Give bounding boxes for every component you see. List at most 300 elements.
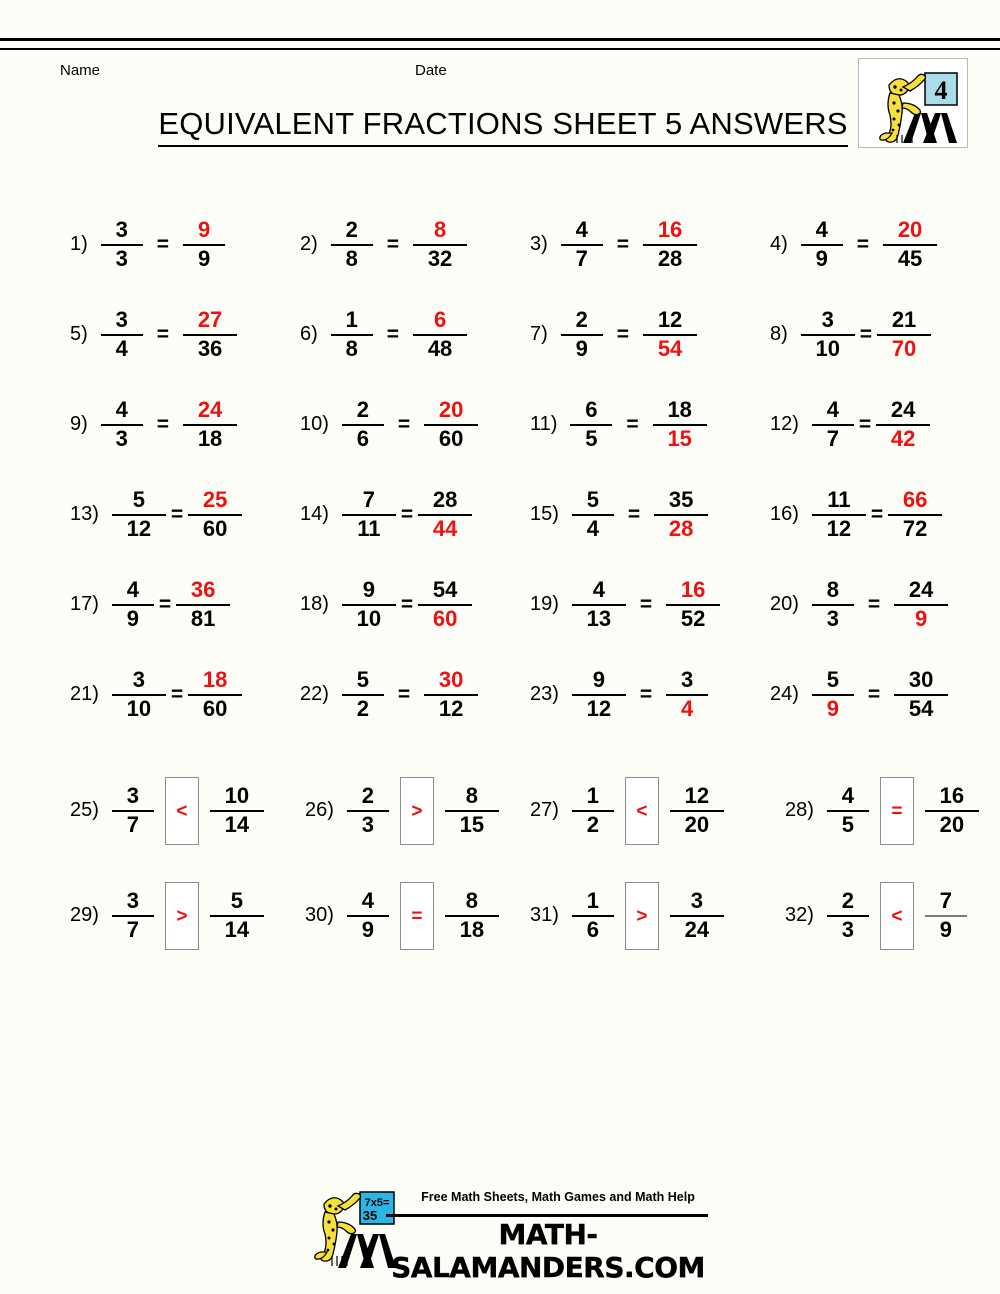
problem-11 <box>530 380 711 470</box>
equals-sign: = <box>156 233 170 256</box>
answer-numerator: 20 <box>897 217 923 243</box>
problem-19 <box>530 560 724 650</box>
fraction <box>108 488 170 541</box>
equals-sign: = <box>870 503 884 526</box>
problem-21 <box>70 650 246 740</box>
problem-13 <box>70 470 246 560</box>
equals-sign: = <box>639 593 653 616</box>
fraction <box>568 668 630 721</box>
denominator: 8 <box>345 336 358 361</box>
denominator: 10 <box>356 606 382 631</box>
fraction <box>650 488 712 541</box>
fraction <box>338 578 400 631</box>
answer-numerator: 8 <box>433 217 447 243</box>
problem-row-2 <box>0 290 1000 380</box>
numerator: 12 <box>684 783 710 809</box>
fraction <box>327 218 377 271</box>
problem-28 <box>785 766 983 856</box>
denominator: 72 <box>902 516 928 541</box>
comparison-answer-box[interactable] <box>165 882 199 950</box>
fraction <box>179 398 241 451</box>
fraction <box>108 578 158 631</box>
comparison-symbol: = <box>891 800 903 822</box>
fraction <box>557 308 607 361</box>
numerator: 5 <box>586 487 600 513</box>
problem-row-1 <box>0 200 1000 290</box>
fraction <box>666 889 728 942</box>
fraction <box>343 784 393 837</box>
denominator: 20 <box>684 812 710 837</box>
numerator: 2 <box>356 397 370 423</box>
equals-sign: = <box>170 683 184 706</box>
problem-23 <box>530 650 712 740</box>
comparison-symbol: < <box>891 905 903 927</box>
problem-row-7 <box>0 766 1000 871</box>
denominator: 3 <box>115 246 128 271</box>
problem-number: 12) <box>770 412 799 435</box>
problem-14 <box>300 470 476 560</box>
problem-22 <box>300 650 482 740</box>
answer-denominator: 15 <box>667 426 692 451</box>
numerator: 30 <box>908 667 934 693</box>
fraction <box>184 668 246 721</box>
numerator: 16 <box>939 783 965 809</box>
comparison-answer-box[interactable] <box>400 882 434 950</box>
problem-30 <box>305 871 503 961</box>
header-logo <box>858 58 968 148</box>
comparison-answer-box[interactable] <box>625 882 659 950</box>
answer-denominator: 28 <box>668 516 694 541</box>
numerator: 2 <box>575 307 588 333</box>
fraction <box>921 889 971 942</box>
denominator: 48 <box>427 336 453 361</box>
problem-2 <box>300 200 471 290</box>
problem-26 <box>305 766 503 856</box>
answer-numerator: 27 <box>197 307 223 333</box>
denominator: 15 <box>459 812 485 837</box>
problem-16 <box>770 470 946 560</box>
problem-row-8 <box>0 871 1000 976</box>
problem-number: 4) <box>770 232 788 255</box>
equals-sign: = <box>397 413 411 436</box>
comparison-answer-box[interactable] <box>625 777 659 845</box>
problem-number: 10) <box>300 412 329 435</box>
problem-number: 29) <box>70 903 99 926</box>
denominator: 6 <box>356 426 370 451</box>
fraction <box>206 784 268 837</box>
fraction <box>414 488 476 541</box>
fraction <box>97 308 147 361</box>
page-title-text: EQUIVALENT FRACTIONS SHEET 5 ANSWERS <box>158 106 847 147</box>
problem-number: 17) <box>70 592 99 615</box>
fraction <box>797 308 859 361</box>
fraction <box>97 218 147 271</box>
footer-divider <box>386 1214 708 1217</box>
denominator: 24 <box>684 917 710 942</box>
denominator: 7 <box>575 246 588 271</box>
problem-12 <box>770 380 934 470</box>
numerator: 35 <box>668 487 694 513</box>
equals-sign: = <box>397 683 411 706</box>
fraction <box>808 668 858 721</box>
fraction <box>568 889 618 942</box>
comparison-symbol: > <box>411 800 423 822</box>
problem-row-5 <box>0 560 1000 650</box>
equals-sign: = <box>858 413 872 436</box>
denominator: 3 <box>361 812 375 837</box>
fraction <box>872 398 934 451</box>
denominator: 10 <box>126 696 152 721</box>
denominator: 4 <box>115 336 128 361</box>
denominator: 60 <box>438 426 464 451</box>
problem-number: 23) <box>530 682 559 705</box>
problem-29 <box>70 871 268 961</box>
denominator: 9 <box>197 246 211 271</box>
fraction <box>823 889 873 942</box>
equals-sign: = <box>616 233 630 256</box>
denominator: 5 <box>841 812 855 837</box>
fraction <box>338 398 388 451</box>
numerator: 4 <box>575 217 588 243</box>
denominator: 12 <box>586 696 612 721</box>
answer-denominator: 70 <box>891 336 917 361</box>
footer-tagline: Free Math Sheets, Math Games and Math Help <box>421 1190 695 1204</box>
footer-logo-text-bottom: 35 <box>362 1208 378 1223</box>
fraction <box>441 784 503 837</box>
denominator: 7 <box>826 426 840 451</box>
equals-sign: = <box>856 233 870 256</box>
problem-18 <box>300 560 476 650</box>
equals-sign: = <box>386 323 400 346</box>
problem-number: 24) <box>770 682 799 705</box>
numerator: 3 <box>821 307 834 333</box>
problem-number: 11) <box>530 412 558 435</box>
numerator: 4 <box>115 397 128 423</box>
numerator: 3 <box>690 888 704 914</box>
numerator: 3 <box>115 217 128 243</box>
problem-24 <box>770 650 952 740</box>
answer-denominator: 4 <box>681 696 694 721</box>
denominator: 9 <box>815 246 828 271</box>
denominator: 9 <box>361 917 375 942</box>
denominator: 3 <box>841 917 855 942</box>
problem-number: 31) <box>530 903 559 926</box>
denominator: 18 <box>197 426 223 451</box>
problem-number: 27) <box>530 798 559 821</box>
answer-denominator: 9 <box>826 696 840 721</box>
fraction <box>649 398 711 451</box>
fraction <box>639 308 701 361</box>
comparison-answer-box[interactable] <box>880 777 914 845</box>
top-border-rule <box>0 38 1000 50</box>
answer-numerator: 6 <box>433 307 447 333</box>
equals-sign: = <box>639 683 653 706</box>
problem-row-3 <box>0 380 1000 470</box>
numerator: 3 <box>115 307 128 333</box>
answer-denominator: 60 <box>432 606 458 631</box>
fraction <box>566 398 616 451</box>
answer-numerator: 25 <box>202 487 228 513</box>
denominator: 12 <box>438 696 464 721</box>
problem-number: 28) <box>785 798 814 821</box>
fraction <box>409 218 471 271</box>
equals-sign: = <box>859 323 873 346</box>
fraction <box>206 889 268 942</box>
denominator: 3 <box>826 606 840 631</box>
numerator: 5 <box>356 667 370 693</box>
denominator: 45 <box>897 246 923 271</box>
problem-number: 25) <box>70 798 99 821</box>
numerator: 11 <box>827 487 851 513</box>
numerator: 10 <box>224 783 250 809</box>
answer-denominator: 9 <box>915 606 928 631</box>
problem-4 <box>770 200 941 290</box>
fraction <box>666 784 728 837</box>
problem-number: 21) <box>70 682 99 705</box>
problem-9 <box>70 380 241 470</box>
numerator: 24 <box>908 577 934 603</box>
answer-numerator: 16 <box>657 217 683 243</box>
answer-numerator: 20 <box>438 397 464 423</box>
problem-number: 18) <box>300 592 329 615</box>
name-label: Name <box>60 62 101 79</box>
numerator: 5 <box>132 487 146 513</box>
worksheet-footer <box>0 1180 1000 1284</box>
page-title <box>0 106 1000 147</box>
fraction <box>557 218 607 271</box>
problem-27 <box>530 766 728 856</box>
fraction <box>338 488 400 541</box>
problem-32 <box>785 871 971 961</box>
fraction <box>568 488 618 541</box>
footer-wordmark: MATH-SALAMANDERS.COM <box>391 1218 705 1284</box>
row-gap <box>0 740 1000 766</box>
numerator: 3 <box>126 783 140 809</box>
numerator: 24 <box>890 397 916 423</box>
answer-denominator: 44 <box>432 516 458 541</box>
fraction <box>662 668 712 721</box>
denominator: 28 <box>657 246 683 271</box>
fraction <box>797 218 847 271</box>
denominator: 18 <box>459 917 485 942</box>
denominator: 52 <box>680 606 706 631</box>
denominator: 8 <box>345 246 358 271</box>
numerator: 8 <box>826 577 840 603</box>
equals-sign: = <box>616 323 630 346</box>
equals-sign: = <box>400 593 414 616</box>
problem-number: 20) <box>770 592 799 615</box>
numerator: 4 <box>841 783 855 809</box>
numerator: 1 <box>586 783 600 809</box>
date-label: Date <box>415 62 447 79</box>
problem-number: 32) <box>785 903 814 926</box>
answer-numerator: 9 <box>197 217 211 243</box>
fraction <box>338 668 388 721</box>
problem-number: 6) <box>300 322 318 345</box>
numerator: 7 <box>362 487 376 513</box>
denominator: 10 <box>815 336 841 361</box>
numerator: 9 <box>592 667 606 693</box>
denominator: 2 <box>356 696 370 721</box>
comparison-answer-box[interactable] <box>880 882 914 950</box>
fraction <box>184 488 246 541</box>
equals-sign: = <box>400 503 414 526</box>
salamander-mascot-icon <box>859 59 967 147</box>
equals-sign: = <box>386 233 400 256</box>
denominator: 32 <box>427 246 453 271</box>
fraction <box>108 784 158 837</box>
problem-number: 2) <box>300 232 318 255</box>
fraction <box>97 398 147 451</box>
problem-number: 7) <box>530 322 548 345</box>
denominator: 60 <box>202 696 228 721</box>
fraction <box>890 578 952 631</box>
answer-numerator: 36 <box>190 577 216 603</box>
problem-number: 3) <box>530 232 548 255</box>
problem-number: 9) <box>70 412 88 435</box>
fraction <box>414 578 476 631</box>
numerator: 1 <box>345 307 358 333</box>
problem-8 <box>770 290 935 380</box>
numerator: 54 <box>432 577 458 603</box>
fraction <box>808 488 870 541</box>
fraction <box>808 578 858 631</box>
problem-number: 5) <box>70 322 88 345</box>
fraction <box>420 398 482 451</box>
answer-denominator: 54 <box>657 336 683 361</box>
numerator: 4 <box>826 397 840 423</box>
problem-number: 19) <box>530 592 559 615</box>
numerator: 4 <box>592 577 606 603</box>
numerator: 3 <box>681 667 694 693</box>
numerator: 2 <box>361 783 375 809</box>
denominator: 36 <box>197 336 223 361</box>
fraction <box>343 889 393 942</box>
problem-6 <box>300 290 471 380</box>
answer-numerator: 18 <box>202 667 228 693</box>
comparison-symbol: > <box>636 905 648 927</box>
problem-number: 26) <box>305 798 334 821</box>
problem-number: 8) <box>770 322 788 345</box>
problem-15 <box>530 470 712 560</box>
answer-numerator: 66 <box>902 487 928 513</box>
answer-denominator: 42 <box>890 426 916 451</box>
denominator: 4 <box>586 516 600 541</box>
numerator: 3 <box>132 667 146 693</box>
denominator: 14 <box>224 917 250 942</box>
equals-sign: = <box>170 503 184 526</box>
problem-10 <box>300 380 482 470</box>
problem-number: 16) <box>770 502 799 525</box>
numerator: 3 <box>126 888 140 914</box>
equals-sign: = <box>156 323 170 346</box>
denominator: 13 <box>586 606 612 631</box>
denominator: 11 <box>357 516 381 541</box>
numerator: 5 <box>826 667 840 693</box>
denominator: 7 <box>126 812 140 837</box>
denominator: 5 <box>585 426 598 451</box>
numerator: 4 <box>126 577 140 603</box>
denominator: 9 <box>939 917 953 942</box>
denominator: 20 <box>939 812 965 837</box>
problem-row-6 <box>0 650 1000 740</box>
problem-number: 30) <box>305 903 334 926</box>
comparison-answer-box[interactable] <box>165 777 199 845</box>
fraction <box>662 578 724 631</box>
denominator: 9 <box>126 606 140 631</box>
header-logo-number: 4 <box>934 76 948 105</box>
comparison-symbol: < <box>176 800 188 822</box>
equals-sign: = <box>867 683 881 706</box>
problem-20 <box>770 560 952 650</box>
problem-5 <box>70 290 241 380</box>
numerator: 12 <box>657 307 683 333</box>
fraction <box>873 308 935 361</box>
denominator: 54 <box>908 696 934 721</box>
numerator: 1 <box>586 888 600 914</box>
fraction <box>441 889 503 942</box>
problem-25 <box>70 766 268 856</box>
problem-number: 1) <box>70 232 88 255</box>
fraction <box>808 398 858 451</box>
problem-3 <box>530 200 701 290</box>
comparison-answer-box[interactable] <box>400 777 434 845</box>
fraction <box>327 308 377 361</box>
numerator: 9 <box>362 577 376 603</box>
equals-sign: = <box>156 413 170 436</box>
numerator: 2 <box>841 888 855 914</box>
fraction <box>921 784 983 837</box>
problem-number: 14) <box>300 502 329 525</box>
denominator: 7 <box>126 917 140 942</box>
problem-31 <box>530 871 728 961</box>
numerator: 28 <box>432 487 458 513</box>
fraction <box>172 578 234 631</box>
problems-grid <box>0 200 1000 976</box>
problem-17 <box>70 560 234 650</box>
denominator: 12 <box>826 516 852 541</box>
denominator: 9 <box>575 336 588 361</box>
denominator: 12 <box>126 516 152 541</box>
numerator: 8 <box>465 888 479 914</box>
problem-1 <box>70 200 229 290</box>
fraction <box>179 308 241 361</box>
numerator: 4 <box>361 888 375 914</box>
fraction <box>108 889 158 942</box>
fraction <box>884 488 946 541</box>
fraction <box>639 218 701 271</box>
problem-7 <box>530 290 701 380</box>
denominator: 81 <box>190 606 216 631</box>
answer-numerator: 24 <box>197 397 223 423</box>
equals-sign: = <box>626 413 639 436</box>
numerator: 18 <box>667 397 692 423</box>
numerator: 5 <box>230 888 244 914</box>
worksheet-header <box>0 58 1000 158</box>
denominator: 3 <box>115 426 128 451</box>
fraction <box>420 668 482 721</box>
comparison-symbol: > <box>176 905 188 927</box>
denominator: 60 <box>202 516 228 541</box>
numerator: 6 <box>585 397 598 423</box>
fraction <box>409 308 471 361</box>
numerator: 7 <box>939 888 953 914</box>
equals-sign: = <box>867 593 881 616</box>
denominator: 6 <box>586 917 600 942</box>
answer-numerator: 30 <box>438 667 464 693</box>
numerator: 4 <box>815 217 828 243</box>
footer-logo-text-top: 7x5= <box>364 1197 390 1209</box>
